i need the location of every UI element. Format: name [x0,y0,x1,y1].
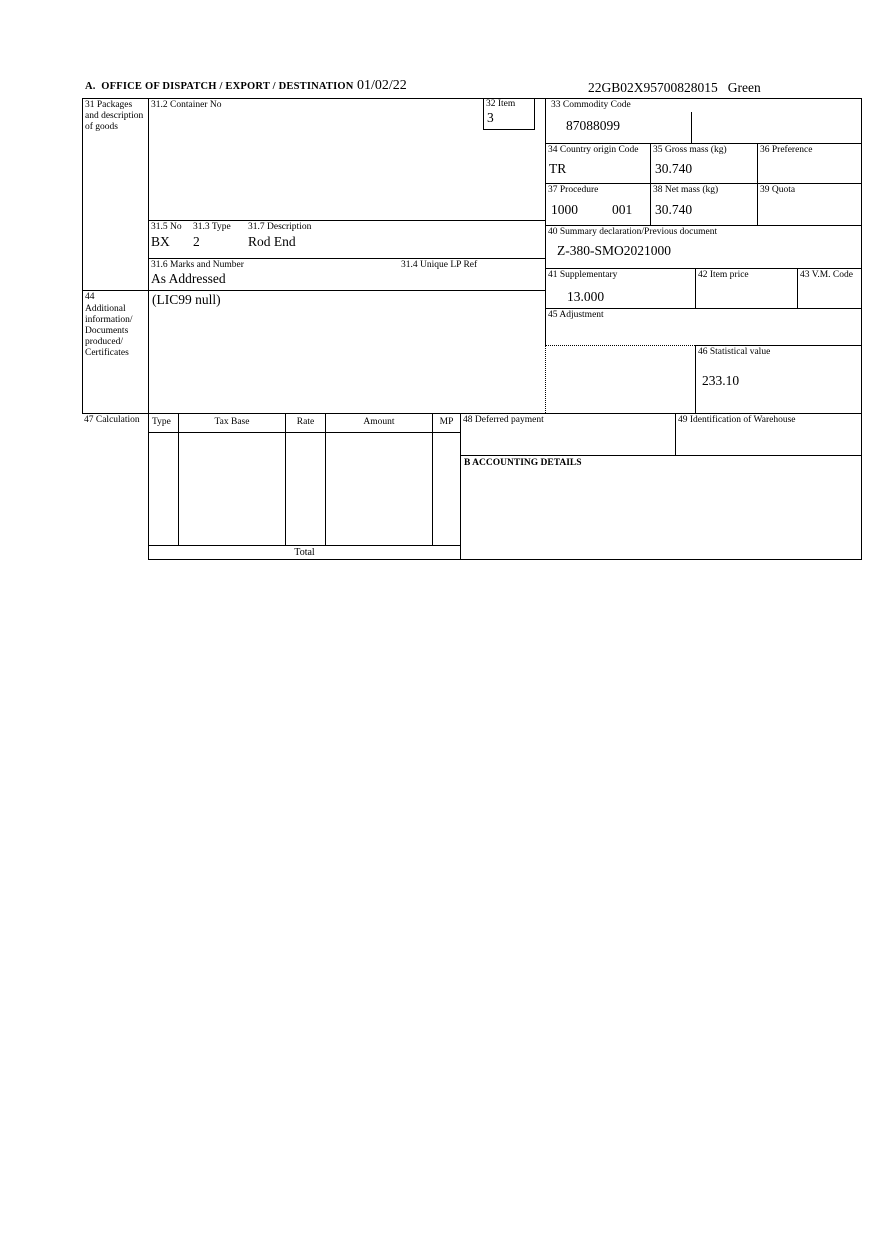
box-45-label: 45 Adjustment [548,310,604,320]
calc-col-rate-header: Rate [285,413,325,432]
calc-body-amount [325,432,432,545]
box-39-label: 39 Quota [760,185,796,195]
commodity-code-subdivider [691,112,692,144]
calc-col-taxbase-header: Tax Base [178,413,285,432]
accounting-details-label: B ACCOUNTING DETAILS [464,458,582,468]
box-43-vm-code [797,268,862,308]
box-48-label: 48 Deferred payment [463,415,544,425]
box-31-5-label: 31.5 No [151,222,182,232]
box-31-2-label: 31.2 Container No [151,100,222,110]
box-33-commodity-code [545,98,862,143]
box-41-label: 41 Supplementary [548,270,618,280]
box-39-quota [757,183,862,225]
box-32-label: 32 Item [486,99,516,109]
box-34-country-origin [545,143,650,183]
box-47-label: 47 Calculation [84,415,140,425]
net-mass-value: 30.740 [655,202,693,217]
box-31-label-cell [82,98,148,290]
gross-mass-value: 30.740 [655,161,693,176]
box-35-gross-mass [650,143,757,183]
box-31-packages-row [148,220,545,258]
calc-col-type-header: Type [148,413,178,432]
box-36-preference [757,143,862,183]
mrn-line [588,80,761,96]
box-42-item-price [695,268,797,308]
box-48-deferred-payment [460,413,675,455]
box-32-item [483,98,535,130]
box-49-warehouse [675,413,862,455]
procedure-values [551,202,632,217]
package-type-value: 2 [193,234,200,249]
box-31-3-group [193,222,231,249]
box-40-label: 40 Summary declaration/Previous document [548,227,718,237]
box-40-summary-declaration [545,225,862,268]
box-31-3-label: 31.3 Type [193,222,231,232]
box-35-label: 35 Gross mass (kg) [653,145,727,155]
box-31-marks-row [148,258,545,290]
box-31-4-label: 31.4 Unique LP Ref [401,260,478,270]
box-31-7-label: 31.7 Description [248,222,312,232]
box-38-label: 38 Net mass (kg) [653,185,719,195]
box-31-label: 31 Packages and description of goods [85,100,144,132]
box-31-7-group [248,222,311,249]
box-44-content [148,290,545,413]
box-31-6-label: 31.6 Marks and Number [151,260,244,270]
calc-total-row: Total [148,545,460,560]
box-44-number: 44 [85,292,95,302]
box-47-label-cell [82,413,148,560]
box-34-label: 34 Country origin Code [548,145,639,155]
country-origin-value: TR [549,161,567,176]
mrn-number: 22GB02X95700828015 [588,80,718,95]
item-number-value: 3 [487,110,494,125]
box-42-label: 42 Item price [698,270,749,280]
previous-document-value: Z-380-SMO2021000 [557,243,671,258]
accounting-details-area [460,455,862,560]
box-44-label: Additional information/ Documents produced/ Certificates [85,304,133,358]
form-right-edge [861,98,862,560]
procedure-suffix-value: 001 [612,202,633,217]
declaration-date: 01/02/22 [357,78,407,93]
statistical-value: 233.10 [702,373,740,388]
calc-col-mp-header: MP [432,413,460,432]
sad-form [82,98,862,560]
goods-description-value: Rod End [248,234,296,249]
box-37-label: 37 Procedure [548,185,599,195]
calc-col-amount-header: Amount [325,413,432,432]
box-36-label: 36 Preference [760,145,813,155]
marks-and-numbers-value: As Addressed [151,271,226,286]
calc-body-type [148,432,178,545]
commodity-code-value: 87088099 [566,118,620,133]
box-37-procedure [545,183,650,225]
box-44-overflow-region [545,345,695,413]
additional-information-value: (LIC99 null) [152,292,221,307]
box-43-label: 43 V.M. Code [800,270,853,280]
calc-body-rate [285,432,325,545]
box-38-net-mass [650,183,757,225]
supplementary-units-value: 13.000 [567,289,605,304]
box-33-label: 33 Commodity Code [551,100,631,110]
calc-body-mp [432,432,460,545]
procedure-code-value: 1000 [551,202,578,217]
package-count-value: BX [151,234,170,249]
routing-status: Green [727,80,761,95]
box-46-label: 46 Statistical value [698,347,771,357]
box-44-label-cell [82,290,148,413]
box-41-supplementary [545,268,695,308]
calc-body-taxbase [178,432,285,545]
box-46-statistical-value [695,345,862,413]
office-of-dispatch-label: A. OFFICE OF DISPATCH / EXPORT / DESTINATION [85,81,354,92]
box-49-label: 49 Identification of Warehouse [678,415,796,425]
box-31-5-group [151,222,182,249]
box-45-adjustment [545,308,862,345]
